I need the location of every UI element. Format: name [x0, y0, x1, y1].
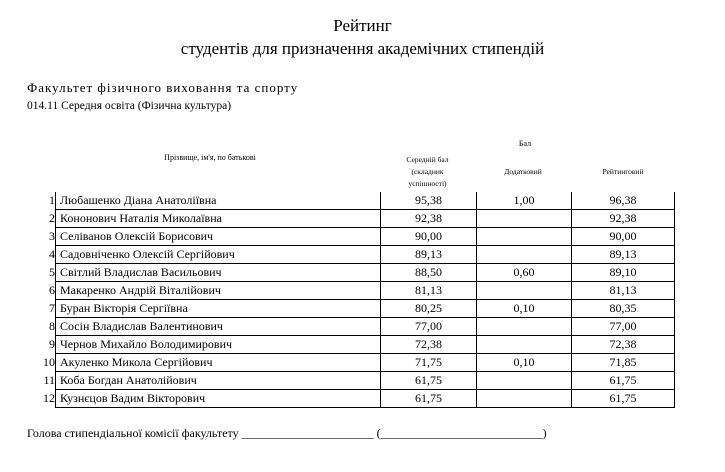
empty-cell: [675, 246, 701, 264]
table-row: [27, 264, 700, 282]
signature-line: Голова стипендіальної комісії факультету ______________________ (___________________________): [27, 426, 547, 440]
additional-score: [477, 228, 572, 246]
average-score: 89,13: [381, 246, 477, 264]
row-number: 5: [27, 264, 56, 282]
faculty-name: Факультет фізичного виховання та спорту: [27, 80, 299, 95]
empty-cell: [675, 300, 701, 318]
average-score: 77,00: [381, 318, 477, 336]
student-name: Кононович Наталія Миколаївна: [56, 210, 381, 228]
additional-score: [477, 246, 572, 264]
additional-score: [477, 318, 572, 336]
table-row: [27, 390, 700, 408]
additional-score: [477, 336, 572, 354]
row-number: 9: [27, 336, 56, 354]
student-name: Буран Вікторія Сергіївна: [56, 300, 381, 318]
empty-cell: [675, 390, 701, 408]
student-name: Любашенко Діана Анатоліївна: [56, 192, 381, 210]
student-name: Макаренко Андрій Віталійович: [56, 282, 381, 300]
column-header-average: [380, 154, 475, 190]
average-score: 80,25: [381, 300, 477, 318]
avg-header-line-2: (складник: [411, 167, 444, 176]
column-group-bal: Бал: [518, 139, 532, 148]
additional-score: [477, 390, 572, 408]
row-number: 7: [27, 300, 56, 318]
row-number: 1: [27, 192, 56, 210]
student-name: Сосін Владислав Валентинович: [56, 318, 381, 336]
average-score: 95,38: [381, 192, 477, 210]
average-score: 61,75: [381, 372, 477, 390]
table-row: [27, 372, 700, 390]
table-row: [27, 318, 700, 336]
row-number: 12: [27, 390, 56, 408]
row-number: 8: [27, 318, 56, 336]
empty-cell: [675, 264, 701, 282]
student-name: Селіванов Олексій Борисович: [56, 228, 381, 246]
rating-score: 96,38: [572, 192, 675, 210]
average-score: 90,00: [381, 228, 477, 246]
average-score: 92,38: [381, 210, 477, 228]
student-name: Коба Богдан Анатолійович: [56, 372, 381, 390]
row-number: 11: [27, 372, 56, 390]
table-row: [27, 336, 700, 354]
row-number: 10: [27, 354, 56, 372]
additional-score: 1,00: [477, 192, 572, 210]
empty-cell: [675, 228, 701, 246]
avg-header-line-3: успішності): [408, 179, 447, 188]
table-row: [27, 246, 700, 264]
rating-score: 61,75: [572, 390, 675, 408]
table-row: [27, 300, 700, 318]
additional-score: [477, 282, 572, 300]
row-number: 2: [27, 210, 56, 228]
rating-score: 72,38: [572, 336, 675, 354]
average-score: 81,13: [381, 282, 477, 300]
additional-score: [477, 210, 572, 228]
additional-score: 0,60: [477, 264, 572, 282]
student-name: Акуленко Микола Сергійович: [56, 354, 381, 372]
empty-cell: [675, 372, 701, 390]
column-header-additional: Додатковий: [504, 167, 542, 176]
document-subtitle: студентів для призначення академічних стипендій: [180, 39, 545, 58]
average-score: 88,50: [381, 264, 477, 282]
column-header-rating: Рейтинговий: [602, 167, 644, 176]
rating-score: 89,10: [572, 264, 675, 282]
average-score: 71,75: [381, 354, 477, 372]
additional-score: 0,10: [477, 354, 572, 372]
rating-score: 71,85: [572, 354, 675, 372]
column-header-name: Прізвище, ім'я, по батькові: [164, 153, 256, 162]
empty-cell: [675, 336, 701, 354]
additional-score: 0,10: [477, 300, 572, 318]
rating-score: 61,75: [572, 372, 675, 390]
additional-score: [477, 372, 572, 390]
rating-score: 77,00: [572, 318, 675, 336]
table-row: [27, 192, 700, 210]
table-row: [27, 282, 700, 300]
student-name: Чернов Михайло Володимирович: [56, 336, 381, 354]
average-score: 61,75: [381, 390, 477, 408]
rating-score: 92,38: [572, 210, 675, 228]
empty-cell: [675, 210, 701, 228]
avg-header-line-1: Середній бал: [406, 155, 449, 164]
row-number: 6: [27, 282, 56, 300]
specialty-name: 014.11 Середня освіта (Фізична культура): [27, 100, 232, 112]
rating-score: 89,13: [572, 246, 675, 264]
rating-table: [27, 192, 700, 408]
row-number: 4: [27, 246, 56, 264]
table-row: [27, 228, 700, 246]
student-name: Кузнєцов Вадим Вікторович: [56, 390, 381, 408]
row-number: 3: [27, 228, 56, 246]
empty-cell: [675, 354, 701, 372]
rating-score: 81,13: [572, 282, 675, 300]
rating-score: 80,35: [572, 300, 675, 318]
empty-cell: [675, 282, 701, 300]
table-row: [27, 354, 700, 372]
rating-score: 90,00: [572, 228, 675, 246]
document-title: Рейтинг: [333, 16, 392, 35]
student-name: Садовніченко Олексій Сергійович: [56, 246, 381, 264]
average-score: 72,38: [381, 336, 477, 354]
student-name: Світлий Владислав Васильович: [56, 264, 381, 282]
rating-table-body: [27, 192, 700, 408]
empty-cell: [675, 192, 701, 210]
empty-cell: [675, 318, 701, 336]
table-row: [27, 210, 700, 228]
